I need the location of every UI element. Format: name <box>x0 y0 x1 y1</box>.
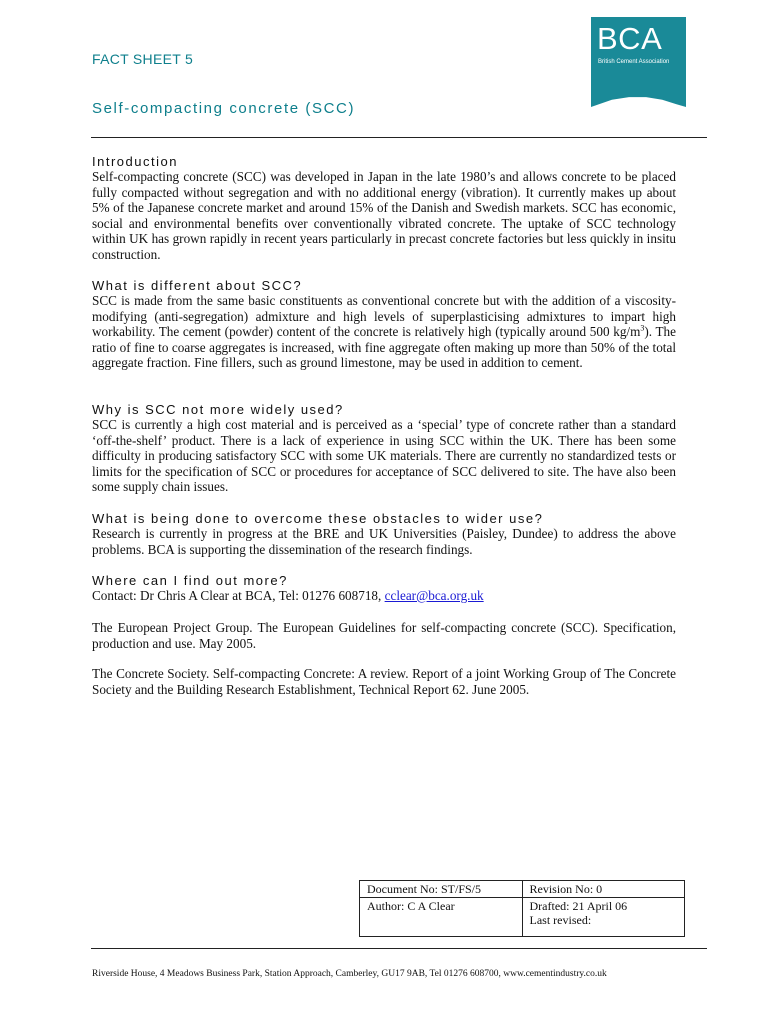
contact-line: Contact: Dr Chris A Clear at BCA, Tel: 01276 608718, cclear@bca.org.uk <box>92 588 484 603</box>
superscript-3: 3 <box>640 323 645 333</box>
different-heading: What is different about SCC? <box>92 278 303 293</box>
intro-paragraph: Self-compacting concrete (SCC) was developed in Japan in the late 1980’s and allows concrete to be placed fully compacted without segregation and with no additional energy (vibration). It currently makes up about 5% of the Japanese concrete market and around 15% of the Danish and Swedish markets. SCC has economic, social and environmental benefits over conventionally vibrated concrete. The uptake of SCC technology within UK has grown rapidly in recent years particularly in precast concrete factories but less quickly in insitu construction. <box>92 169 676 262</box>
different-paragraph: SCC is made from the same basic constituents as conventional concrete but with the addition of a viscosity-modifying (anti-segregation) admixture and high levels of superplasticising admixtures to impart high workability. The cement (powder) content of the concrete is relatively high (typically around 500 $kg/m^3$). The ratio of fine to coarse aggregates is increased, with fine aggregate often making up more than 50% of the total aggregate fraction. Fine fillers, such as ground limestone, may be used in addition to cement. <box>92 293 676 370</box>
dates-cell <box>522 898 685 937</box>
doc-number-cell: Document No: ST/FS/5 <box>360 881 523 898</box>
reference-1: The European Project Group. The European Guidelines for self-compacting concrete (SCC). Specification, production and use. May 2005. <box>92 620 676 651</box>
author-cell: Author: C A Clear <box>360 898 523 937</box>
overcome-paragraph: Research is currently in progress at the BRE and UK Universities (Paisley, Dundee) to address the above problems. BCA is supporting the dissemination of the research findings. <box>92 526 676 557</box>
document-info-table <box>359 880 685 937</box>
header-divider <box>91 137 707 138</box>
reference-2: The Concrete Society. Self-compacting Concrete: A review. Report of a joint Working Group of The Concrete Society and the Building Research Establishment, Technical Report 62. June 2005. <box>92 666 676 697</box>
more-heading: Where can I find out more? <box>92 573 288 588</box>
why-heading: Why is SCC not more widely used? <box>92 402 344 417</box>
fact-sheet-label: FACT SHEET 5 <box>92 51 194 67</box>
footer-address: Riverside House, 4 Meadows Business Park, Station Approach, Camberley, GU17 9AB, Tel 01276 608700, www.cementindustry.co.uk <box>92 969 607 979</box>
revision-cell: Revision No: 0 <box>522 881 685 898</box>
last-revised: Last revised: <box>529 913 592 927</box>
drafted-date: Drafted: 21 April 06 <box>529 899 628 913</box>
logo-letters: BCA <box>597 21 663 56</box>
overcome-heading: What is being done to overcome these obstacles to wider use? <box>92 511 544 526</box>
page-title: Self-compacting concrete (SCC) <box>92 100 356 117</box>
intro-heading: Introduction <box>92 154 178 169</box>
logo-subtitle: British Cement Association <box>598 59 670 65</box>
email-link[interactable]: cclear@bca.org.uk <box>384 588 484 603</box>
why-paragraph: SCC is currently a high cost material and is perceived as a ‘special’ type of concrete rather than a standard ‘off-the-shelf’ product. There is a lack of experience in using SCC within the UK. There has been some difficulty in producing satisfactory SCC with some UK materials. There are currently no standardized tests or limits for the specification of SCC or procedures for acceptance of SCC delivered to site. The have also been some supply chain issues. <box>92 417 676 494</box>
footer-divider <box>91 948 707 949</box>
